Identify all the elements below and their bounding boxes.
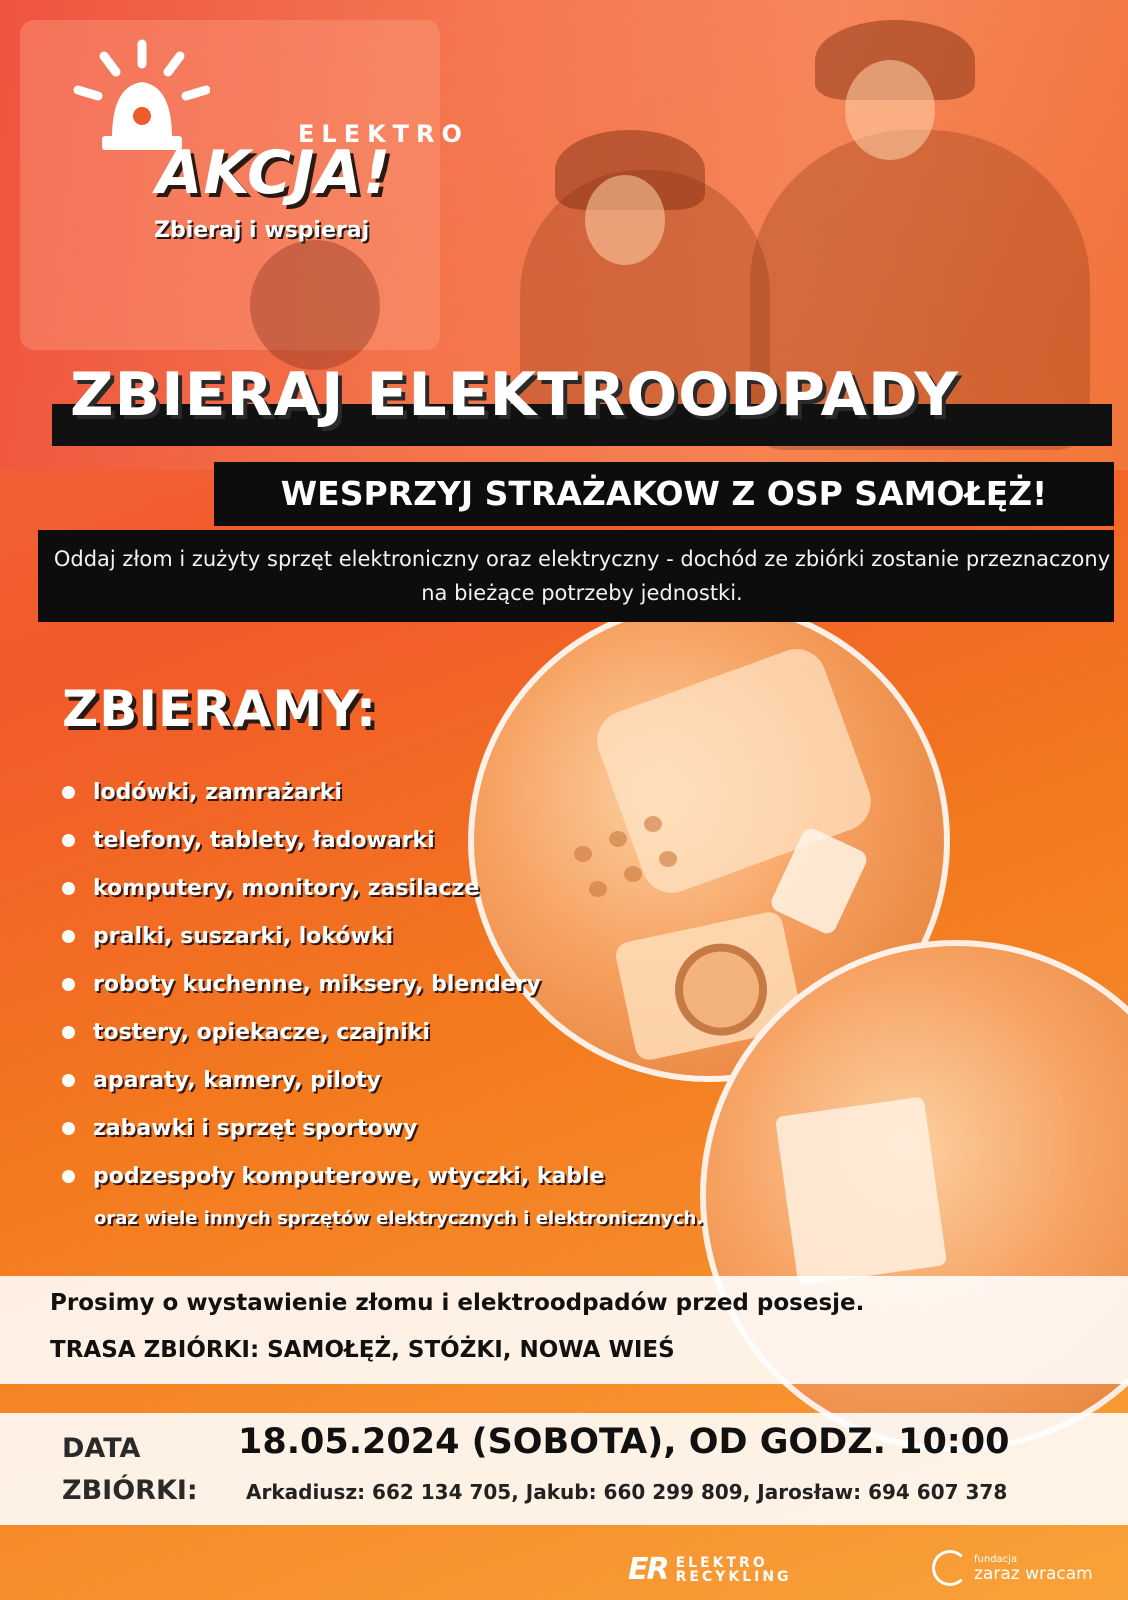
list-item-label: pralki, suszarki, lokówki	[93, 923, 394, 949]
zw-big: zaraz wracam	[974, 1563, 1093, 1584]
list-item-label: podzespoły komputerowe, wtyczki, kable	[93, 1163, 605, 1189]
er-text	[676, 1556, 792, 1584]
list-item-label: tostery, opiekacze, czajniki	[93, 1019, 430, 1045]
date-label	[62, 1428, 198, 1512]
bullet-icon	[62, 834, 75, 847]
list-item	[62, 816, 605, 864]
bullet-icon	[62, 786, 75, 799]
er-mark: ER	[628, 1552, 668, 1587]
bullet-icon	[62, 1026, 75, 1039]
logo-akcja-text: AKCJA!	[156, 138, 392, 208]
list-item-label: zabawki i sprzęt sportowy	[93, 1115, 418, 1141]
bullet-icon	[62, 978, 75, 991]
zaraz-wracam-logo	[932, 1550, 1093, 1586]
zw-text	[974, 1554, 1093, 1583]
list-item	[62, 1152, 605, 1200]
bullet-icon	[62, 1122, 75, 1135]
ring-icon	[932, 1550, 968, 1586]
face-image	[585, 175, 665, 265]
list-item-label: aparaty, kamery, piloty	[93, 1067, 381, 1093]
bullet-icon	[62, 930, 75, 943]
contacts-text: Arkadiusz: 662 134 705, Jakub: 660 299 809, Jarosław: 694 607 378	[246, 1480, 1008, 1504]
date-value: 18.05.2024 (SOBOTA), OD GODZ. 10:00	[238, 1422, 1010, 1462]
list-item-label: roboty kuchenne, miksery, blendery	[93, 971, 541, 997]
list-item	[62, 864, 605, 912]
keypad-image	[775, 1096, 947, 1285]
request-text: Prosimy o wystawienie złomu i elektroodpadów przed posesje.	[50, 1290, 865, 1316]
list-item	[62, 1056, 605, 1104]
bullet-icon	[62, 1170, 75, 1183]
keypad-key	[609, 831, 627, 847]
subheadline: WESPRZYJ STRAŻAKOW Z OSP SAMOŁĘŻ!	[280, 474, 1048, 513]
list-item-label: telefony, tablety, ładowarki	[93, 827, 435, 853]
bullet-icon	[62, 882, 75, 895]
logo-elektro-text: ELEKTRO	[298, 120, 469, 148]
er-line1: ELEKTRO	[675, 1554, 768, 1571]
lens-image	[666, 935, 775, 1044]
er-line2: RECYKLING	[675, 1568, 792, 1585]
elektro-akcja-logo	[70, 38, 469, 268]
list-item	[62, 1104, 605, 1152]
face-image	[845, 60, 935, 160]
route-text: TRASA ZBIÓRKI: SAMOŁĘŻ, STÓŻKI, NOWA WIEŚ	[50, 1337, 675, 1363]
logo-tagline: Zbieraj i wspieraj	[154, 218, 370, 243]
zw-small: fundacja	[974, 1553, 1018, 1565]
collect-list	[62, 768, 605, 1200]
collect-extra-note: oraz wiele innych sprzętów elektrycznych i elektronicznych.	[94, 1208, 704, 1229]
keypad-key	[624, 866, 642, 882]
list-item	[62, 768, 605, 816]
keypad-key	[644, 816, 662, 832]
date-label-line2: ZBIÓRKI:	[62, 1475, 198, 1506]
list-item	[62, 960, 605, 1008]
list-item	[62, 912, 605, 960]
list-item-label: komputery, monitory, zasilacze	[93, 875, 480, 901]
page-title: ZBIERAJ ELEKTROODPADY	[70, 360, 959, 430]
keypad-key	[659, 851, 677, 867]
elektro-recykling-logo	[628, 1552, 792, 1587]
collect-title: ZBIERAMY:	[62, 680, 377, 738]
list-item-label: lodówki, zamrażarki	[93, 779, 342, 805]
date-label-line1: DATA	[62, 1433, 141, 1464]
bullet-icon	[62, 1074, 75, 1087]
list-item	[62, 1008, 605, 1056]
intro-text: Oddaj złom i zużyty sprzęt elektroniczny oraz elektryczny - dochód ze zbiórki zostanie przeznaczony na bieżące potrzeby jednostki.	[53, 547, 1111, 605]
